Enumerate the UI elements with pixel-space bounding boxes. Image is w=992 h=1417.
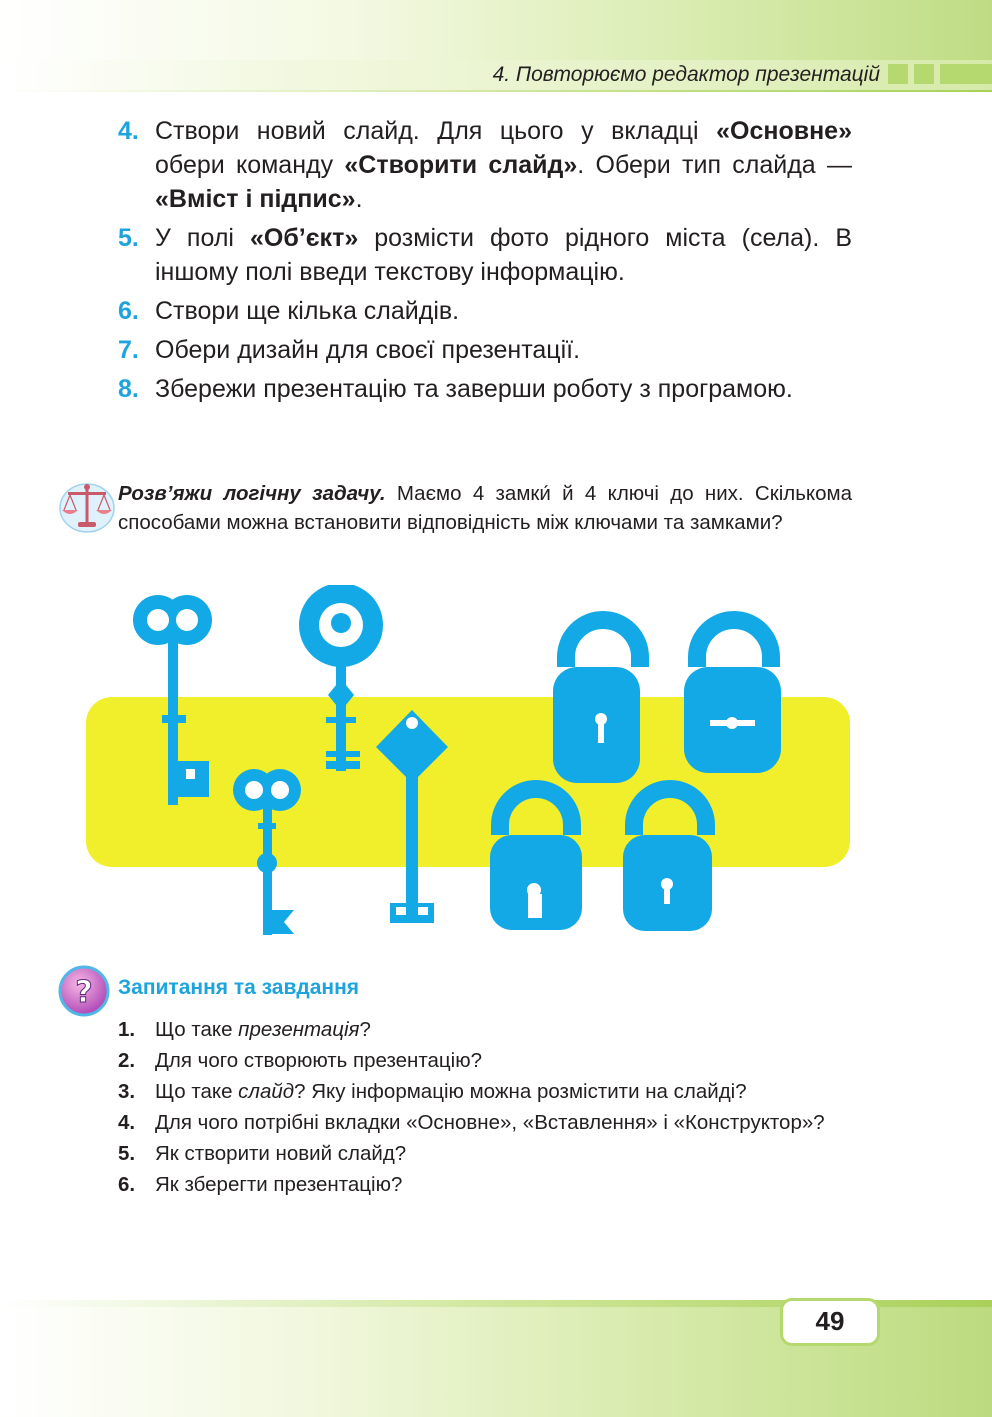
step-6 (118, 294, 852, 328)
lock-icon (684, 620, 781, 773)
question-item: 3. Що таке слайд? Яку інформацію можна розмістити на слайді? (118, 1080, 747, 1103)
question-item: 6. Як зберегти презентацію? (118, 1173, 403, 1196)
step-7 (118, 333, 852, 367)
step-text: Створи новий слайд. Для цього у вкладці «Основне» обери команду «Створити слайд». Обери тип слайда — «Вміст і підпис». (155, 117, 852, 213)
step-8 (118, 372, 852, 406)
page-number: 49 (780, 1298, 880, 1346)
svg-text:?: ? (75, 975, 93, 1010)
step-number: 4. (118, 117, 139, 145)
question-item: 5. Як створити новий слайд? (118, 1142, 407, 1165)
step-number: 6. (118, 297, 139, 325)
logic-task (118, 479, 852, 537)
questions-title: Запитання та завдання (118, 976, 360, 999)
step-number: 5. (118, 224, 139, 252)
question-mark-icon (58, 965, 110, 1017)
step-number: 7. (118, 336, 139, 364)
logic-task-text: Маємо 4 замки́ й 4 ключі до них. Скількома способами можна встановити відповідність між ключами та замками? (118, 482, 852, 534)
step-text: Збережи презентацію та заверши роботу з програмою. (155, 375, 793, 403)
question-item: 4. Для чого потрібні вкладки «Основне», «Вставлення» і «Конструктор»? (118, 1111, 825, 1134)
step-5 (118, 221, 852, 289)
step-number: 8. (118, 375, 139, 403)
logic-task-title: Розв’яжи логічну задачу. (118, 482, 386, 505)
step-4 (118, 114, 852, 216)
header-divider (0, 90, 992, 92)
header-background (0, 0, 992, 60)
chapter-title: 4. Повторюємо редактор презентацій (492, 63, 880, 86)
lock-icon (553, 620, 640, 783)
step-text: Обери дизайн для своєї презентації. (155, 336, 581, 364)
question-item: 1. Що таке презентація? (118, 1018, 371, 1041)
keys-and-locks-illustration (0, 585, 992, 945)
step-text: Створи ще кілька слайдів. (155, 297, 460, 325)
questions-list (118, 1015, 852, 1201)
instruction-steps (118, 114, 852, 411)
question-item: 2. Для чого створюють презентацію? (118, 1049, 482, 1072)
scales-icon (58, 478, 116, 534)
step-text: У полі «Об’єкт» розмісти фото рідного міста (села). В іншому полі введи текстову інформацію. (155, 224, 853, 286)
